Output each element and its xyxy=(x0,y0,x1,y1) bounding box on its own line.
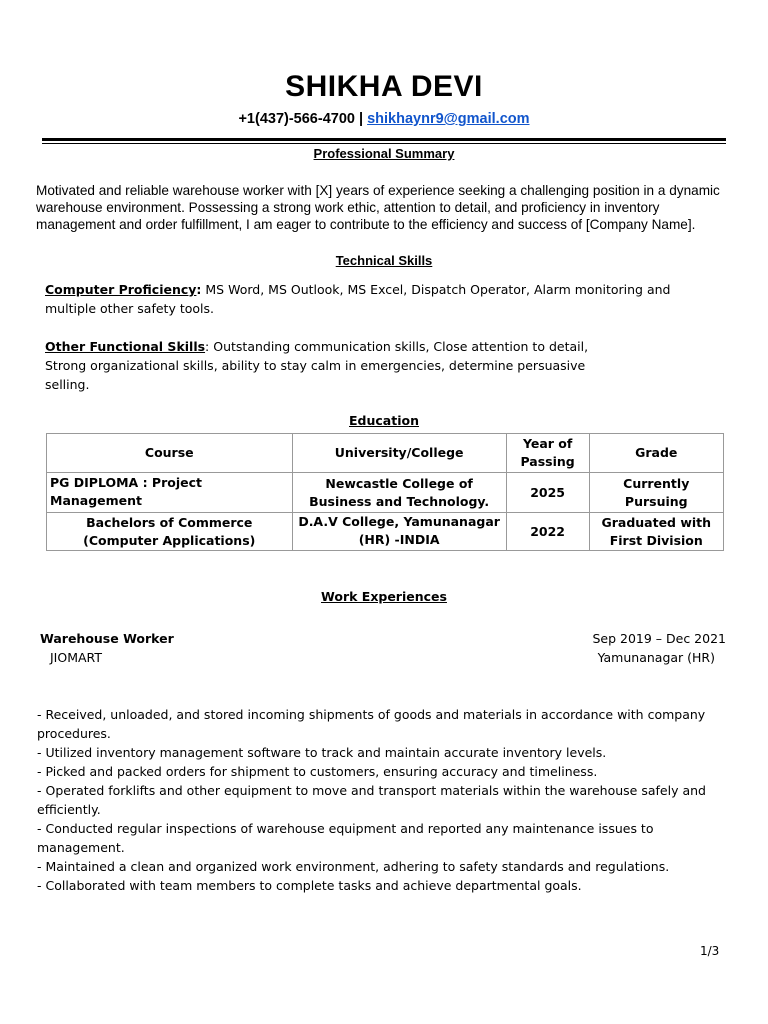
table-header-university: University/College xyxy=(292,434,506,473)
list-item: - Received, unloaded, and stored incoming shipments of goods and materials in accordance with company procedures. xyxy=(37,707,706,741)
table-cell-grade: Graduated with First Division xyxy=(589,513,723,551)
skill-label-colon: : xyxy=(196,282,202,297)
table-cell-university: Newcastle College of Business and Technology. xyxy=(292,473,506,513)
list-item: - Collaborated with team members to complete tasks and achieve departmental goals. xyxy=(37,878,582,893)
skill-label-colon: : xyxy=(205,339,210,354)
summary-text: Motivated and reliable warehouse worker with [X] years of experience seeking a challenging position in a dynamic warehouse environment. Possessing a strong work ethic, attention to detail, and proficiency in inventory management and order fulfillment, I am eager to contribute to the efficiency and success of [Company Name]. xyxy=(36,183,720,232)
page-number: 1/3 xyxy=(700,944,720,958)
contact-separator: | xyxy=(354,111,368,127)
list-item: - Picked and packed orders for shipment to customers, ensuring accuracy and timeliness. xyxy=(37,764,598,779)
work-title: Work Experiences xyxy=(321,589,447,604)
job-company: JIOMART xyxy=(50,650,102,665)
table-header-row xyxy=(47,434,724,473)
table-header-year: Year of Passing xyxy=(506,434,589,473)
education-title: Education xyxy=(349,413,419,428)
email-link[interactable]: shikhaynr9@gmail.com xyxy=(367,111,530,127)
table-cell-university: D.A.V College, Yamunanagar (HR) -INDIA xyxy=(292,513,506,551)
skill-label: Computer Proficiency xyxy=(45,282,197,297)
table-cell-year: 2025 xyxy=(506,473,589,513)
skill-other-functional xyxy=(45,337,625,394)
header-divider-thin xyxy=(42,143,726,144)
skills-title: Technical Skills xyxy=(335,253,433,268)
contact-line xyxy=(0,111,768,127)
table-cell-year: 2022 xyxy=(506,513,589,551)
skill-label: Other Functional Skills xyxy=(45,339,206,354)
skill-computer-proficiency xyxy=(45,280,725,318)
list-item: - Conducted regular inspections of warehouse equipment and reported any maintenance issues to management. xyxy=(37,821,654,855)
education-table xyxy=(46,433,724,551)
job-dates: Sep 2019 – Dec 2021 xyxy=(592,631,726,646)
skill-text: MS Word, MS Outlook, MS Excel, Dispatch Operator, Alarm monitoring and multiple other safety tools. xyxy=(45,282,671,316)
skill-text: Outstanding communication skills, Close attention to detail, Strong organizational skills, ability to stay calm in emergencies, determine persuasive selling. xyxy=(45,339,589,392)
table-cell-course: Bachelors of Commerce (Computer Applications) xyxy=(47,513,293,551)
summary-title: Professional Summary xyxy=(313,146,455,161)
table-row xyxy=(47,473,724,513)
table-cell-grade: Currently Pursuing xyxy=(589,473,723,513)
list-item: - Maintained a clean and organized work environment, adhering to safety standards and regulations. xyxy=(37,859,670,874)
job-role: Warehouse Worker xyxy=(40,631,174,646)
phone-number: +1(437)-566-4700 xyxy=(238,111,355,127)
list-item: - Operated forklifts and other equipment to move and transport materials within the warehouse safely and efficiently. xyxy=(37,783,706,817)
table-header-grade: Grade xyxy=(589,434,723,473)
job-duties-list xyxy=(37,705,737,895)
table-row xyxy=(47,513,724,551)
list-item: - Utilized inventory management software to track and maintain accurate inventory levels. xyxy=(37,745,607,760)
table-header-course: Course xyxy=(47,434,293,473)
header-divider-thick xyxy=(42,138,726,141)
candidate-name: SHIKHA DEVI xyxy=(285,70,483,103)
job-location: Yamunanagar (HR) xyxy=(597,650,715,665)
table-cell-course: PG DIPLOMA : Project Management xyxy=(47,473,293,513)
